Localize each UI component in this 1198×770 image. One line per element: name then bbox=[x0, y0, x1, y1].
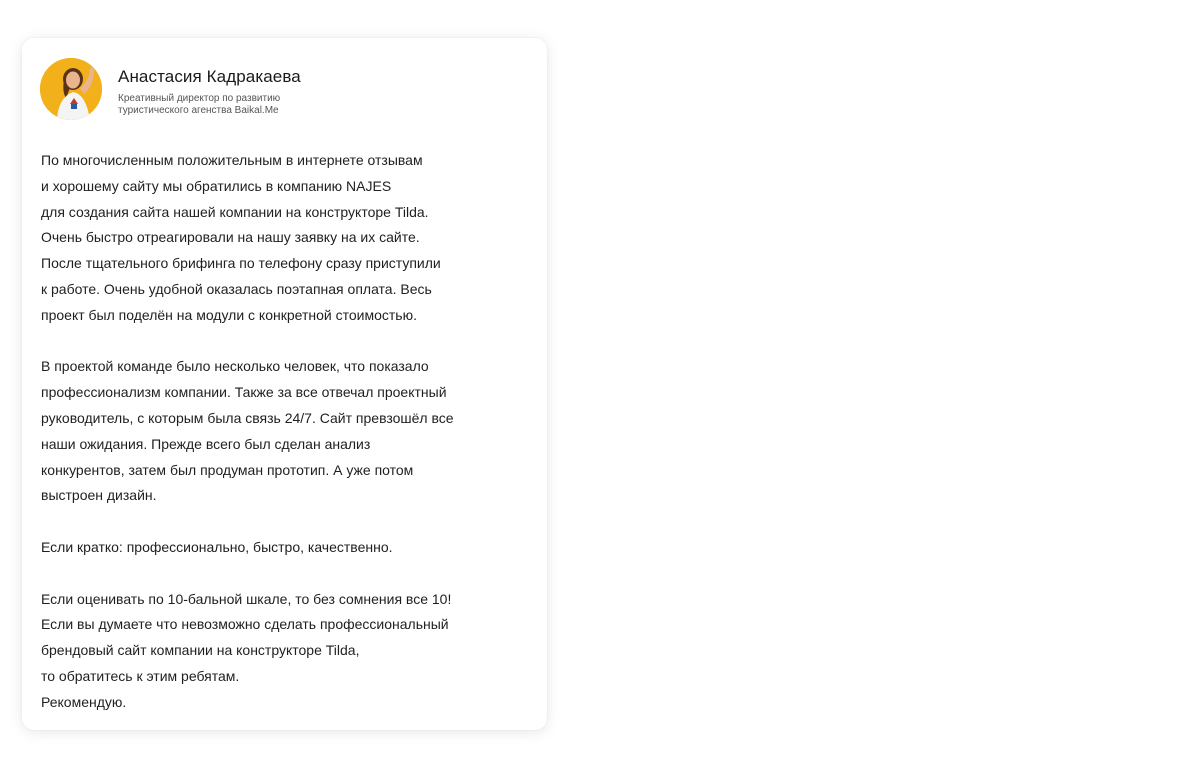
review-line: выстроен дизайн. bbox=[41, 487, 157, 504]
review-line: то обратитесь к этим ребятам. bbox=[41, 667, 240, 684]
review-paragraph bbox=[41, 148, 541, 329]
person-photo-icon bbox=[40, 58, 102, 120]
author-text bbox=[118, 66, 348, 117]
review-line: Рекомендую. bbox=[41, 693, 127, 710]
review-line: профессионализм компании. Также за все отвечал проектный bbox=[41, 384, 447, 401]
review-line: брендовый сайт компании на конструкторе Tilda, bbox=[41, 642, 360, 659]
review-text bbox=[41, 148, 541, 716]
review-line: проект был поделён на модули с конкретной стоимостью. bbox=[41, 306, 417, 323]
review-line: для создания сайта нашей компании на конструкторе Tilda. bbox=[41, 203, 429, 220]
review-line: руководитель, с которым была связь 24/7. Сайт превзошёл все bbox=[41, 409, 454, 426]
review-line: и хорошему сайту мы обратились в компанию NAJES bbox=[41, 177, 392, 194]
author-name: Анастасия Кадракаева bbox=[118, 67, 301, 86]
review-paragraph bbox=[41, 587, 541, 716]
author-block bbox=[40, 58, 348, 120]
avatar bbox=[40, 58, 102, 120]
author-role-line: Креативный директор по развитию bbox=[118, 93, 281, 104]
review-line: конкурентов, затем был продуман прототип. А уже потом bbox=[41, 461, 414, 478]
review-line: По многочисленным положительным в интернете отзывам bbox=[41, 152, 423, 168]
review-paragraph bbox=[41, 535, 541, 561]
author-role-line: туристического агенства Baikal.Me bbox=[118, 105, 279, 116]
review-line: Очень быстро отреагировали на нашу заявку на их сайте. bbox=[41, 229, 420, 246]
author-role bbox=[118, 93, 348, 117]
review-line: В проектой команде было несколько человек, что показало bbox=[41, 358, 429, 375]
review-line: наши ожидания. Прежде всего был сделан анализ bbox=[41, 435, 371, 452]
review-line: Если вы думаете что невозможно сделать профессиональный bbox=[41, 616, 449, 633]
review-line: Если оценивать по 10-бальной шкале, то без сомнения все 10! bbox=[41, 590, 452, 607]
review-line: После тщательного брифинга по телефону сразу приступили bbox=[41, 255, 441, 272]
review-paragraph bbox=[41, 354, 541, 509]
testimonial-card bbox=[22, 38, 547, 730]
review-line: к работе. Очень удобной оказалась поэтапная оплата. Весь bbox=[41, 280, 432, 297]
review-line: Если кратко: профессионально, быстро, качественно. bbox=[41, 538, 393, 555]
